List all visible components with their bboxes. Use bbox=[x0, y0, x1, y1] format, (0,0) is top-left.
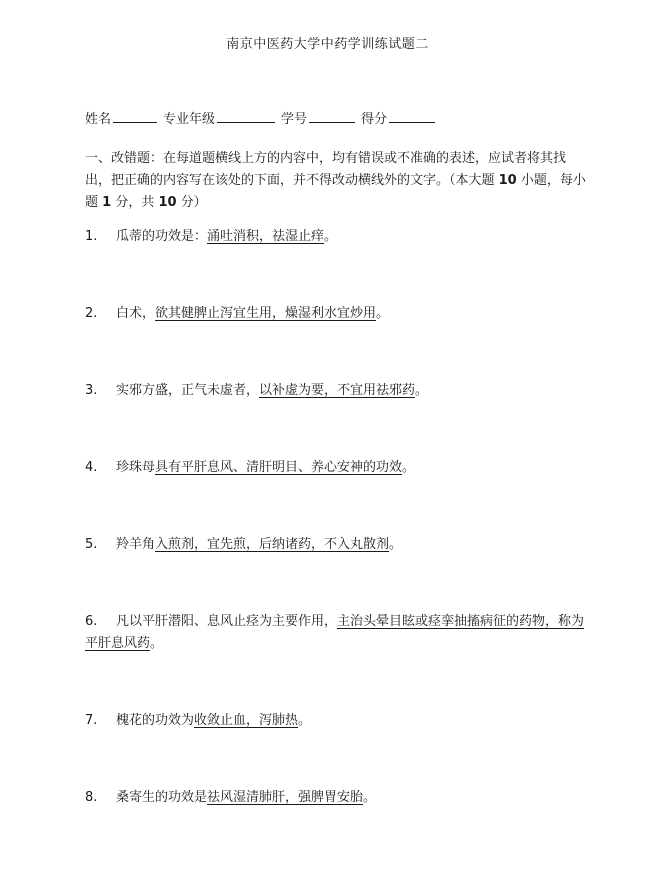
question-end: 。 bbox=[298, 713, 312, 728]
question-underlined-text: 入煎剂，宜先煎，后纳诸药，不入丸散剂 bbox=[155, 537, 390, 552]
question-item bbox=[85, 611, 590, 655]
instructions-text-a: 一、改错题：在每道题横线上方的内容中，均有错误或不准确的表述，应试者将其找出，把正确的内容写在该处的下面，并不得改动横线外的文字。（本大题 bbox=[85, 151, 567, 188]
question-number: 2. bbox=[85, 306, 98, 321]
question-text: 实邪方盛，正气未虚者， bbox=[116, 383, 260, 398]
question-item bbox=[85, 787, 590, 809]
question-underlined-text: 涌吐消积，祛湿止痒 bbox=[207, 229, 325, 244]
question-number: 6. bbox=[85, 614, 98, 629]
grade-blank[interactable] bbox=[217, 110, 275, 123]
question-text: 槐花的功效为 bbox=[116, 713, 195, 728]
grade-label: 专业年级 bbox=[163, 112, 216, 127]
question-number: 3. bbox=[85, 383, 98, 398]
question-item bbox=[85, 710, 590, 732]
question-end: 。 bbox=[402, 460, 416, 475]
question-text: 凡以平肝潜阳、息风止痉为主要作用， bbox=[116, 614, 338, 629]
question-item bbox=[85, 303, 590, 325]
question-end: 。 bbox=[415, 383, 429, 398]
question-end: 。 bbox=[376, 306, 390, 321]
question-underlined-text: 具有平肝息风、清肝明目、养心安神的功效 bbox=[155, 460, 403, 475]
document-title: 南京中医药大学中药学训练试题二 bbox=[226, 37, 429, 52]
question-underlined-text: 收敛止血，泻肺热 bbox=[194, 713, 299, 728]
score-blank[interactable] bbox=[389, 110, 435, 123]
name-label: 姓名 bbox=[85, 112, 112, 127]
id-label: 学号 bbox=[281, 112, 308, 127]
question-number: 5. bbox=[85, 537, 98, 552]
question-item bbox=[85, 534, 590, 556]
question-end: 。 bbox=[363, 790, 377, 805]
question-number: 7. bbox=[85, 713, 98, 728]
question-text: 羚羊角 bbox=[116, 537, 156, 552]
question-underlined-text: 主治头晕目眩或痉挛抽搐病征的药物，称为平肝息风药 bbox=[85, 614, 585, 651]
question-item bbox=[85, 457, 590, 479]
question-end: 。 bbox=[150, 636, 164, 651]
question-item bbox=[85, 226, 590, 248]
question-item bbox=[85, 380, 590, 402]
question-end: 。 bbox=[389, 537, 403, 552]
question-number: 8. bbox=[85, 790, 98, 805]
question-end: 。 bbox=[324, 229, 338, 244]
question-text: 白术， bbox=[116, 306, 156, 321]
question-text: 桑寄生的功效是 bbox=[116, 790, 208, 805]
instructions-text-d: 分） bbox=[176, 195, 207, 210]
question-count: 10 bbox=[498, 173, 517, 188]
instructions-text-b: 小题，每小题 bbox=[85, 173, 586, 210]
question-number: 1. bbox=[85, 229, 98, 244]
points-total: 10 bbox=[158, 195, 177, 210]
points-each: 1 bbox=[102, 195, 112, 210]
section-instructions bbox=[85, 148, 590, 214]
question-number: 4. bbox=[85, 460, 98, 475]
student-info-line bbox=[85, 108, 441, 127]
score-label: 得分 bbox=[361, 112, 388, 127]
question-underlined-text: 欲其健脾止泻宜生用，燥湿利水宜炒用 bbox=[155, 306, 377, 321]
question-underlined-text: 以补虚为要，不宜用祛邪药 bbox=[259, 383, 416, 398]
question-text: 瓜蒂的功效是： bbox=[116, 229, 208, 244]
question-text: 珍珠母 bbox=[116, 460, 156, 475]
question-underlined-text: 祛风湿清肺肝，强脾胃安胎 bbox=[207, 790, 364, 805]
instructions-text-c: 分，共 bbox=[111, 195, 159, 210]
id-blank[interactable] bbox=[309, 110, 355, 123]
name-blank[interactable] bbox=[113, 110, 157, 123]
